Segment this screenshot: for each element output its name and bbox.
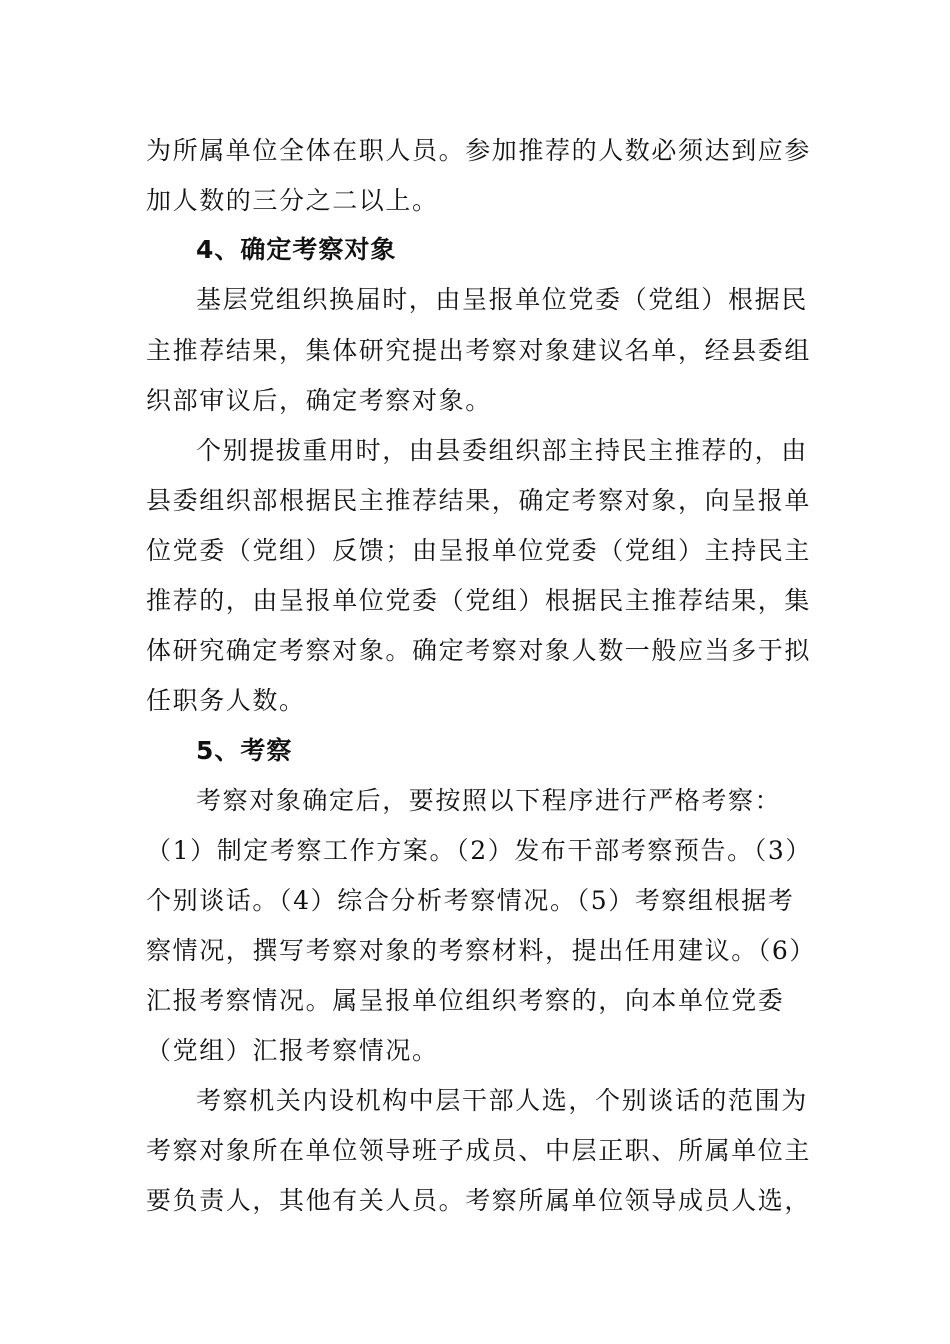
text-line: 个别谈话。（4）综合分析考察情况。（5）考察组根据考 <box>146 886 795 915</box>
text-line: （1）制定考察工作方案。（2）发布干部考察预告。（3） <box>146 836 812 865</box>
text-line: 织部审议后，确定考察对象。 <box>146 386 492 415</box>
section-heading: 4、确定考察对象 <box>196 235 397 264</box>
text-line: 汇报考察情况。属呈报单位组织考察的，向本单位党委 <box>146 986 785 1015</box>
text-line: 要负责人，其他有关人员。考察所属单位领导成员人选， <box>146 1186 812 1215</box>
paragraph-first-line: 考察机关内设机构中层干部人选，个别谈话的范围为 <box>196 1086 808 1115</box>
text-line: 体研究确定考察对象。确定考察对象人数一般应当多于拟 <box>146 636 812 665</box>
text-line: 位党委（党组）反馈；由呈报单位党委（党组）主持民主 <box>146 536 812 565</box>
text-line: 县委组织部根据民主推荐结果，确定考察对象，向呈报单 <box>146 486 812 515</box>
paragraph-first-line: 基层党组织换届时，由呈报单位党委（党组）根据民 <box>196 285 808 314</box>
text-line: 为所属单位全体在职人员。参加推荐的人数必须达到应参 <box>146 136 812 165</box>
text-line: 考察对象所在单位领导班子成员、中层正职、所属单位主 <box>146 1136 812 1165</box>
text-line: 主推荐结果，集体研究提出考察对象建议名单，经县委组 <box>146 336 812 365</box>
text-line: （党组）汇报考察情况。 <box>146 1036 439 1065</box>
text-line: 任职务人数。 <box>146 686 306 715</box>
paragraph-first-line: 考察对象确定后，要按照以下程序进行严格考察： <box>196 786 782 815</box>
section-heading: 5、考察 <box>196 736 293 765</box>
text-line: 察情况，撰写考察对象的考察材料，提出任用建议。（6） <box>146 936 817 965</box>
text-line: 加人数的三分之二以上。 <box>146 186 439 215</box>
paragraph-first-line: 个别提拔重用时，由县委组织部主持民主推荐的，由 <box>196 436 808 465</box>
text-line: 推荐的，由呈报单位党委（党组）根据民主推荐结果，集 <box>146 586 812 615</box>
